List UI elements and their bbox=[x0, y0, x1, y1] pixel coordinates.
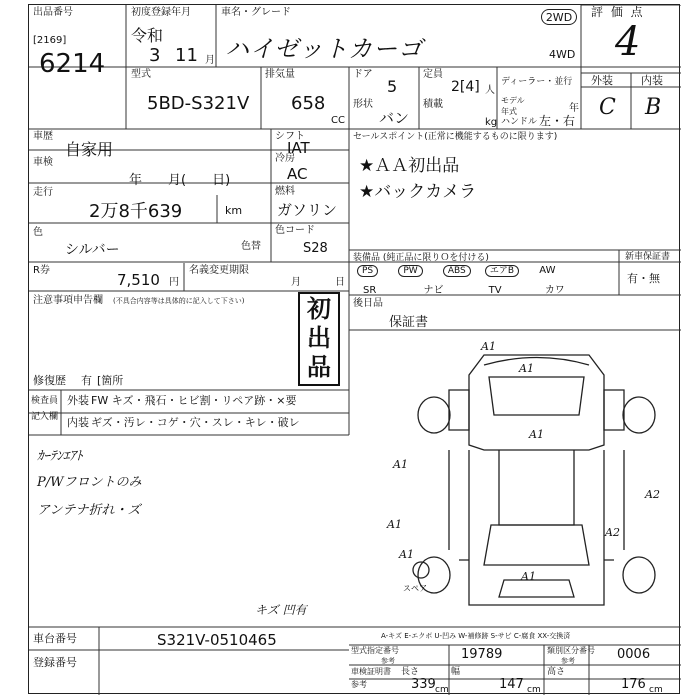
spare-label: スペア bbox=[403, 584, 427, 593]
length-unit: cm bbox=[435, 685, 449, 695]
notice-sub: (不具合内容等は具体的に記入して下さい) bbox=[113, 297, 245, 305]
name-label: 車名・グレード bbox=[221, 7, 291, 18]
tax-month: 月 bbox=[291, 277, 301, 288]
damage-mark: A2 bbox=[645, 488, 660, 501]
recycle: 7,510 bbox=[117, 271, 160, 289]
color-label: 色 bbox=[33, 227, 43, 238]
usage: 自家用 bbox=[65, 140, 114, 159]
recycle-label: R券 bbox=[33, 265, 50, 276]
warranty-label: 新車保証書 bbox=[625, 252, 671, 262]
type-no-label: 型式指定番号 bbox=[351, 646, 399, 655]
length-label: 長さ bbox=[401, 667, 420, 677]
equip-aw: AW bbox=[539, 265, 556, 276]
width-label: 幅 bbox=[451, 667, 461, 677]
notice-label: 注意事項申告欄 bbox=[33, 295, 103, 306]
interior-grade: B bbox=[645, 95, 662, 120]
class-ref: 参考 bbox=[561, 657, 575, 665]
class-no: 0006 bbox=[617, 647, 651, 662]
person-unit: 人 bbox=[485, 85, 495, 96]
color-code-label: 色コード bbox=[275, 225, 315, 236]
drive-2wd: 2WD bbox=[541, 9, 577, 25]
damage-mark: A2 bbox=[605, 526, 620, 539]
auction-sheet bbox=[28, 4, 680, 694]
dealer-label: ディーラー・並行 bbox=[501, 77, 573, 87]
equip-sr: SR bbox=[363, 285, 377, 296]
equipment-label: 装備品 (純正品に限りＯを付ける) bbox=[353, 253, 489, 263]
damage-mark: A1 bbox=[387, 518, 402, 531]
handle: 左・右 bbox=[539, 114, 576, 128]
height-label: 高さ bbox=[547, 667, 566, 677]
damage-mark: A1 bbox=[529, 428, 544, 441]
ext-label: 外装 bbox=[67, 394, 89, 407]
selling-points-label: セールスポイント(正常に機能するものに限ります) bbox=[353, 132, 558, 142]
repair-suffix: [箇所 bbox=[97, 374, 124, 387]
km-unit: km bbox=[225, 204, 243, 217]
height-unit: cm bbox=[649, 685, 663, 695]
stamp-char: 初 bbox=[307, 295, 331, 323]
mileage: 2万8千639 bbox=[89, 201, 183, 222]
inspection: 年 月( 日) bbox=[129, 173, 231, 188]
length: 339 bbox=[411, 677, 436, 692]
damage-mark: A1 bbox=[393, 458, 408, 471]
reg-month: 11 bbox=[175, 45, 198, 66]
selling-point: ★バックカメラ bbox=[359, 182, 477, 202]
first-reg-label: 初度登録年月 bbox=[131, 7, 191, 18]
inspector-note: P/Wフロントのみ bbox=[37, 475, 142, 490]
ac: AC bbox=[287, 165, 308, 183]
ext-items: FW キズ・飛石・ヒビ割・リペア跡・×要 bbox=[91, 394, 297, 407]
equip-ps: PS bbox=[357, 265, 378, 277]
model: 5BD-S321V bbox=[147, 93, 250, 114]
fuel-label: 燃料 bbox=[275, 186, 295, 197]
equip-pw: PW bbox=[398, 265, 422, 277]
reg-label: 登録番号 bbox=[33, 656, 77, 669]
interior-label: 内装 bbox=[641, 74, 663, 87]
warranty: 有・無 bbox=[627, 272, 660, 285]
overall-grade: 4 bbox=[615, 19, 641, 65]
month-unit: 月 bbox=[205, 55, 215, 66]
selling-point: ★ＡＡ初出品 bbox=[359, 156, 460, 176]
handle-label: ハンドル bbox=[501, 117, 538, 127]
equip-airbag: エアB bbox=[485, 265, 519, 277]
displacement: 658 bbox=[291, 93, 326, 114]
fuel: ガソリン bbox=[277, 201, 338, 219]
inspector-note: ｶｰﾃﾝｴｱﾄ bbox=[37, 449, 83, 464]
equipment-row-2 bbox=[363, 281, 619, 296]
grade-label: 評 価 点 bbox=[591, 5, 645, 19]
cc-unit: CC bbox=[331, 115, 345, 126]
equipment-row-1 bbox=[357, 265, 619, 277]
damage-mark: A1 bbox=[481, 340, 496, 353]
inspection-label: 車検 bbox=[33, 157, 53, 168]
after-label: 後日品 bbox=[353, 298, 383, 309]
first-listing-stamp bbox=[301, 295, 337, 382]
damage-legend: A-キズ E-エクボ U-凹み W-補修跡 S-サビ C-腐食 XX-交換済 bbox=[381, 632, 571, 640]
cert-ref: 参考 bbox=[351, 680, 367, 689]
damage-mark: A1 bbox=[399, 548, 414, 561]
lot-label: 出品番号 bbox=[33, 7, 73, 18]
tax-label: 名義変更期限 bbox=[189, 265, 249, 276]
chassis-label: 車台番号 bbox=[33, 632, 77, 645]
height: 176 bbox=[621, 677, 646, 692]
exterior-grade: C bbox=[599, 95, 616, 120]
equip-tv: TV bbox=[488, 285, 502, 296]
damage-mark: A1 bbox=[521, 570, 536, 583]
int-label: 内装 bbox=[67, 416, 89, 429]
color: シルバー bbox=[65, 242, 120, 258]
stamp-char: 出 bbox=[307, 324, 331, 352]
type-no-ref: 参考 bbox=[381, 657, 395, 665]
kg-unit: kg bbox=[485, 117, 498, 128]
equip-abs: ABS bbox=[443, 265, 471, 277]
lot-number: 6214 bbox=[39, 49, 106, 79]
mileage-label: 走行 bbox=[33, 187, 53, 198]
doors: 5 bbox=[387, 77, 398, 96]
repair: 有 bbox=[81, 374, 92, 387]
body-label: 形状 bbox=[353, 99, 373, 110]
yen-unit: 円 bbox=[169, 277, 179, 288]
ac-label: 冷房 bbox=[275, 153, 295, 164]
stamp-char: 品 bbox=[307, 353, 331, 381]
equip-leather: カワ bbox=[544, 285, 565, 296]
repaint-label: 色替 bbox=[241, 241, 261, 252]
scratch-note: キズ 凹有 bbox=[255, 603, 307, 617]
model-label: 型式 bbox=[131, 69, 151, 80]
lot-sub: [2169] bbox=[33, 35, 67, 46]
width-unit: cm bbox=[527, 685, 541, 695]
usage-label: 車歴 bbox=[33, 131, 53, 142]
shift: IAT bbox=[287, 139, 310, 157]
disp-label: 排気量 bbox=[265, 69, 295, 80]
color-code: S28 bbox=[303, 241, 328, 256]
exterior-label: 外装 bbox=[591, 74, 613, 87]
cert-label: 車検証明書 bbox=[351, 667, 391, 676]
after-item: 保証書 bbox=[389, 315, 429, 330]
tax-day: 日 bbox=[335, 277, 345, 288]
car-name: ハイゼットカーゴ bbox=[225, 35, 424, 63]
capacity-label: 定員 bbox=[423, 69, 443, 80]
drive-4wd: 4WD bbox=[549, 48, 576, 61]
year-unit: 年 bbox=[569, 103, 579, 114]
capacity: 2[4] bbox=[451, 79, 480, 95]
era: 令和 bbox=[131, 26, 164, 45]
inspector-label: 検査員記入欄 bbox=[31, 396, 59, 422]
door-label: ドア bbox=[353, 69, 373, 80]
width: 147 bbox=[499, 677, 524, 692]
body: バン bbox=[379, 109, 410, 127]
vehicle-diagram bbox=[413, 355, 655, 605]
inspector-note: アンテナ折れ・ズ bbox=[37, 503, 141, 518]
equip-navi: ナビ bbox=[423, 285, 444, 296]
load-label: 積載 bbox=[423, 99, 443, 110]
reg-year: 3 bbox=[149, 45, 161, 66]
type-no: 19789 bbox=[461, 647, 503, 662]
damage-mark: A1 bbox=[519, 362, 534, 375]
chassis: S321V-0510465 bbox=[157, 631, 277, 649]
class-label: 類別区分番号 bbox=[547, 646, 595, 655]
shift-label: シフト bbox=[275, 131, 305, 142]
int-items: ギズ・汚レ・コゲ・穴・スレ・キレ・破レ bbox=[91, 416, 300, 429]
repair-label: 修復歴 bbox=[33, 374, 66, 387]
model-year-label: モデル年式 bbox=[501, 96, 525, 116]
